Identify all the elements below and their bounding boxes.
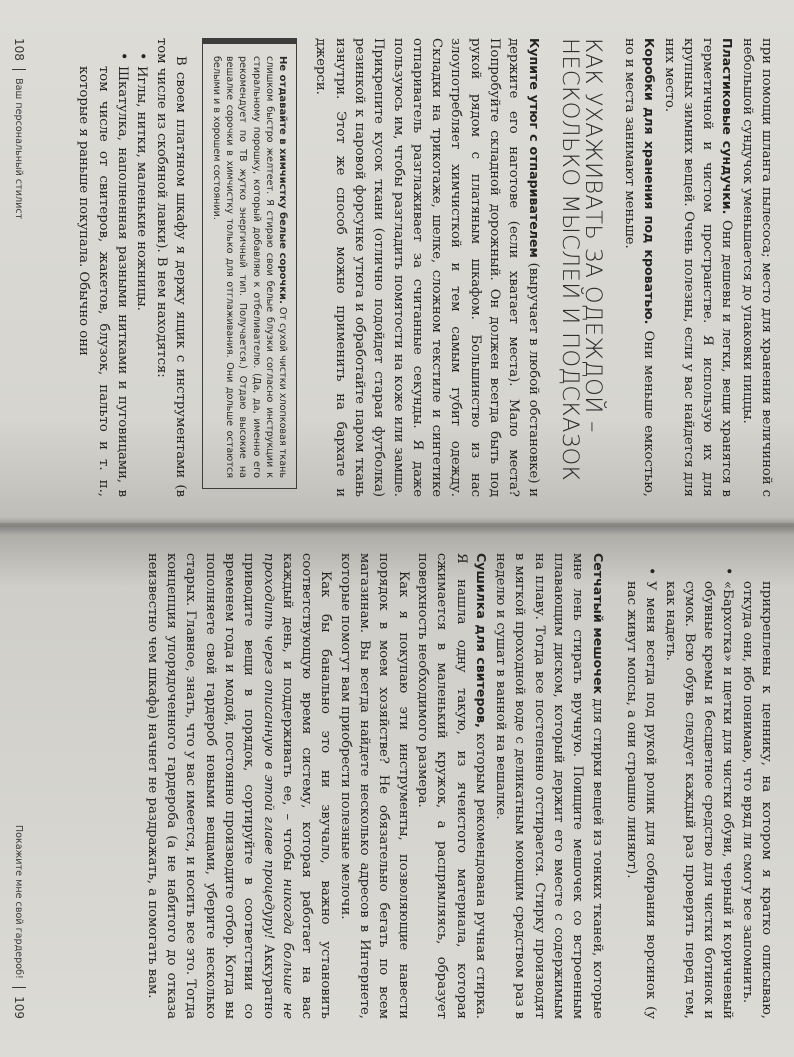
paragraph-dryer xyxy=(413,553,491,1019)
dryer-text: которым рекомендована ручная стирка. Я нашла одну такую, из ячеистого материала, которая сжимается в маленький кружок, а распрямляясь, образует поверхность необходимого размера. xyxy=(414,553,488,1019)
paragraph-iron xyxy=(311,38,544,497)
paragraph-shopping: Как я покупаю эти инструменты, позволяющие навести порядок в моем хозяйстве? Не обязательно бегать по всем магазинам. Вы всегда найдете несколько адресов в Интернете, которые помогут вам приобрести полезные мелочи. xyxy=(337,553,411,1019)
paragraph-pump: при помощи шланга пылесоса; место для хранения величиной с небольшой сундучок уменьшается до упаковки пиццы. xyxy=(739,38,774,497)
plastic-heading: Пластиковые сундучки. xyxy=(720,38,736,215)
iron-text: (выручает в любой обстановке) и держите его наготове (если хватает места). Мало места? Попробуйте складной дорожный. Он должен всегда быть под рукой рядом с платяным шкафом. Большинство из нас злоупотребляет химчисткой и тем самым губит одежду. Складки на трикотаже, шелке, сложном текстиле и синтетике отпариватель разглаживает за считанные секунды. Я даже пользуюсь им, чтобы разгладить помятости на коже или замше. Прикрепите кусок ткани (отлично подойдет старая футболка) резинкой к паровой форсунке утюга и обработайте паром ткань изнутри. Этот же способ можно применить на бархате и джерси. xyxy=(313,38,541,497)
tool-list xyxy=(622,553,738,1019)
paragraph-drawer: В своем платяном шкафу я держу ящик с инструментами (в том числе из скобяной лавки). В нем находятся: xyxy=(153,38,188,497)
system-text-end: Аккуратно приводите вещи в порядок, сортируйте в соответствии со временем года и модой, постоянно производите отбор. Когда вы пополняете свой гардероб новыми вещами, уберите несколько старых. Главное, знать, что у вас имеется, и носить все это. Тогда концепция упорядоченного гардероба (а не набитого до отказа неизвестно чем шкафа) начнет не раздражать, а помогать вам. xyxy=(144,553,276,1019)
list-item: • У меня всегда под рукой ролик для собирания ворсинок (у нас живут мопсы, а они страшно линяют). xyxy=(622,553,661,1019)
tip-heading: Не отдавайте в химчистку белые сорочки. xyxy=(277,56,289,304)
paragraph-boxes xyxy=(620,38,660,497)
tool-list xyxy=(74,38,151,497)
running-title: Покажите мне свой гардероб! xyxy=(13,824,25,979)
footer-divider xyxy=(12,987,26,988)
page-number: 108 xyxy=(12,38,26,61)
bag-text: для стирки вещей из тонких тканей, которые мне лень стирать вручную. Поищите мешочек со встроенным плавающим диском, который держит его вместе с содержимым на плаву. Тогда все постепенно отстирается. Стирку производят в мягкой проходной воде с деликатным моющим средством раз в неделю и сушат в ванной на вешалке. xyxy=(493,553,605,1019)
boxes-heading: Коробки для хранения под кроватью. xyxy=(642,38,658,325)
right-page xyxy=(0,523,794,1057)
list-item: • «Бархотка» и щетки для чистки обуви, черный и коричневый обувные кремы и бесцветное средство для чистки ботинок и сумок. Всю обувь следует каждый раз проверять перед тем, как надеть. xyxy=(660,553,737,1019)
iron-heading: Купите утюг с отпаривателем xyxy=(526,38,542,258)
left-page xyxy=(0,0,794,523)
tool-list-continued xyxy=(737,553,776,1019)
left-footer xyxy=(12,38,26,219)
right-footer xyxy=(12,825,26,1019)
paragraph-system xyxy=(143,553,336,1019)
paragraph-plastic xyxy=(659,38,737,497)
bag-heading: Сетчатый мешочек xyxy=(590,553,606,695)
plastic-text: Они дешевы и легки, вещи хранятся в герметичной и чистом пространстве. Я использую их для крупных зимних вещей. Очень полезны, если у вас найдется для них место. xyxy=(661,38,735,497)
dryer-heading: Сушилка для свитеров, xyxy=(473,553,489,728)
boxes-text: Они меньше емкостью, но и места занимают меньше. xyxy=(621,38,657,497)
list-item: • Иглы, нитки, маленькие ножницы. xyxy=(132,38,151,497)
section-heading: КАК УХАЖИВАТЬ ЗА ОДЕЖДОЙ – НЕСКОЛЬКО МЫСЛЕЙ И ПОДСКАЗОК xyxy=(556,38,606,482)
system-text-start: Как бы банально это ни звучало, важно установить соответствующую время систему, которая работает на вас каждый день, и поддерживать ее, – чтобы xyxy=(279,553,334,1019)
page-number: 109 xyxy=(12,996,26,1019)
list-item: • Шкатулка, наполненная разными нитками и пуговицами, в том числе от свитеров, жакетов, блузок, пальто и т. п., которые я раньше покупала. Обычно они xyxy=(74,38,132,497)
paragraph-bag xyxy=(491,553,608,1019)
running-title: Ваш персональный стилист xyxy=(13,78,25,220)
footer-divider xyxy=(12,69,26,70)
tip-box xyxy=(202,38,297,489)
system-text-emphasis: никогда больше не проходить через описанную в этой главе процедуру! xyxy=(260,553,295,1019)
tip-text: От сухой чистки хлопковая ткань слишком быстро желтеет. Я стираю свои белые блузки согласно инструкции к стиральному порошку, который добавляю к отбеливателю. (Да, да, именно его рекомендует по ТВ жутко энергичный тип. Получается.) Отдаю высокие на вешалке сорочки в химчистку только для отглаживания. Они дольше остаются белыми и в хорошем состоянии. xyxy=(211,56,289,478)
list-item-continued: прикреплены к ценнику, на котором я кратко описываю, откуда они, ибо понимаю, что вряд ли смогу все запомнить. xyxy=(739,581,774,1019)
